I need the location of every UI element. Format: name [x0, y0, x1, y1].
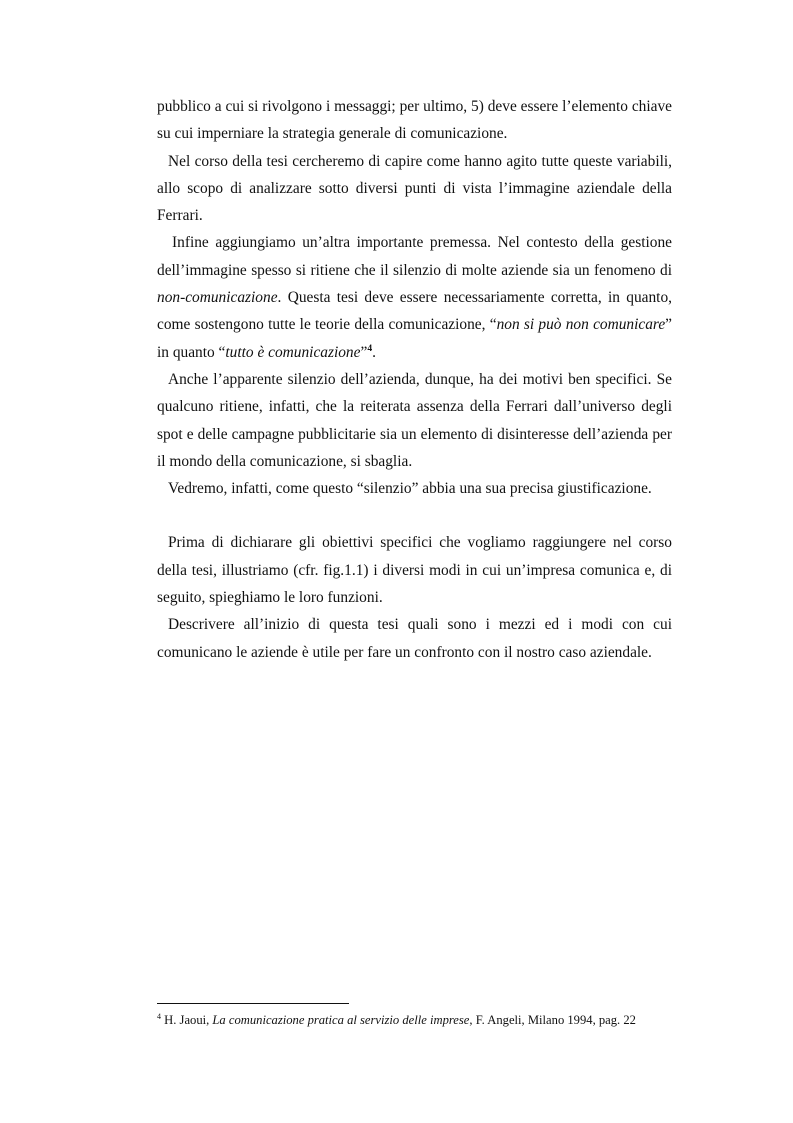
- page-body: [157, 93, 672, 666]
- paragraph-gap: [157, 502, 672, 529]
- footnote-author: H. Jaoui,: [161, 1013, 213, 1027]
- paragraph-2: Nel corso della tesi cercheremo di capire come hanno agito tutte queste variabili, allo scopo di analizzare sotto diversi punti di vista l’immagine aziendale della Ferrari.: [157, 152, 672, 225]
- paragraph-3-text-c: ” in quanto “: [157, 316, 672, 361]
- footnote-number: 4: [157, 1012, 161, 1021]
- paragraph-3: [157, 229, 672, 365]
- footnote-reference: 4: [367, 343, 373, 354]
- paragraph-3-emphasis-1: non-comunicazione: [157, 289, 278, 307]
- paragraph-4: Anche l’apparente silenzio dell’azienda, dunque, ha dei motivi ben specifici. Se qualcuno ritiene, infatti, che la reiterata assenza della Ferrari dall’universo degli spot e delle campagne pubblicitarie sia un elemento di disinteresse dell’azienda per il mondo della comunicazione, si sbaglia.: [157, 370, 672, 470]
- footnote-title: La comunicazione pratica al servizio delle imprese: [212, 1013, 470, 1027]
- footnote-publisher: , F. Angeli, Milano 1994, pag. 22: [469, 1013, 636, 1027]
- footnote: [157, 1011, 697, 1029]
- paragraph-3-text-d: ”: [360, 343, 368, 361]
- paragraph-1: pubblico a cui si rivolgono i messaggi; per ultimo, 5) deve essere l’elemento chiave su cui imperniare la strategia generale di comunicazione.: [157, 98, 672, 143]
- paragraph-3-text-b: . Questa tesi deve essere necessariamente corretta, in quanto, come sostengono tutte le teorie della comunicazione, “: [157, 289, 672, 334]
- paragraph-3-emphasis-2: non si può non comunicare: [496, 316, 666, 334]
- paragraph-5: Vedremo, infatti, come questo “silenzio” abbia una sua precisa giustificazione.: [168, 480, 652, 498]
- footnote-divider: [157, 1003, 349, 1004]
- paragraph-3-emphasis-3: tutto è comunicazione: [225, 343, 361, 361]
- paragraph-7: Descrivere all’inizio di questa tesi quali sono i mezzi ed i modi con cui comunicano le aziende è utile per fare un confronto con il nostro caso aziendale.: [157, 616, 672, 661]
- paragraph-6: Prima di dichiarare gli obiettivi specifici che vogliamo raggiungere nel corso della tesi, illustriamo (cfr. fig.1.1) i diversi modi in cui un’impresa comunica e, di seguito, spieghiamo le loro funzioni.: [157, 534, 672, 607]
- paragraph-3-text-e: .: [372, 343, 376, 361]
- paragraph-3-text-a: Infine aggiungiamo un’altra importante premessa. Nel contesto della gestione dell’immagine spesso si ritiene che il silenzio di molte aziende sia un fenomeno di: [157, 234, 672, 279]
